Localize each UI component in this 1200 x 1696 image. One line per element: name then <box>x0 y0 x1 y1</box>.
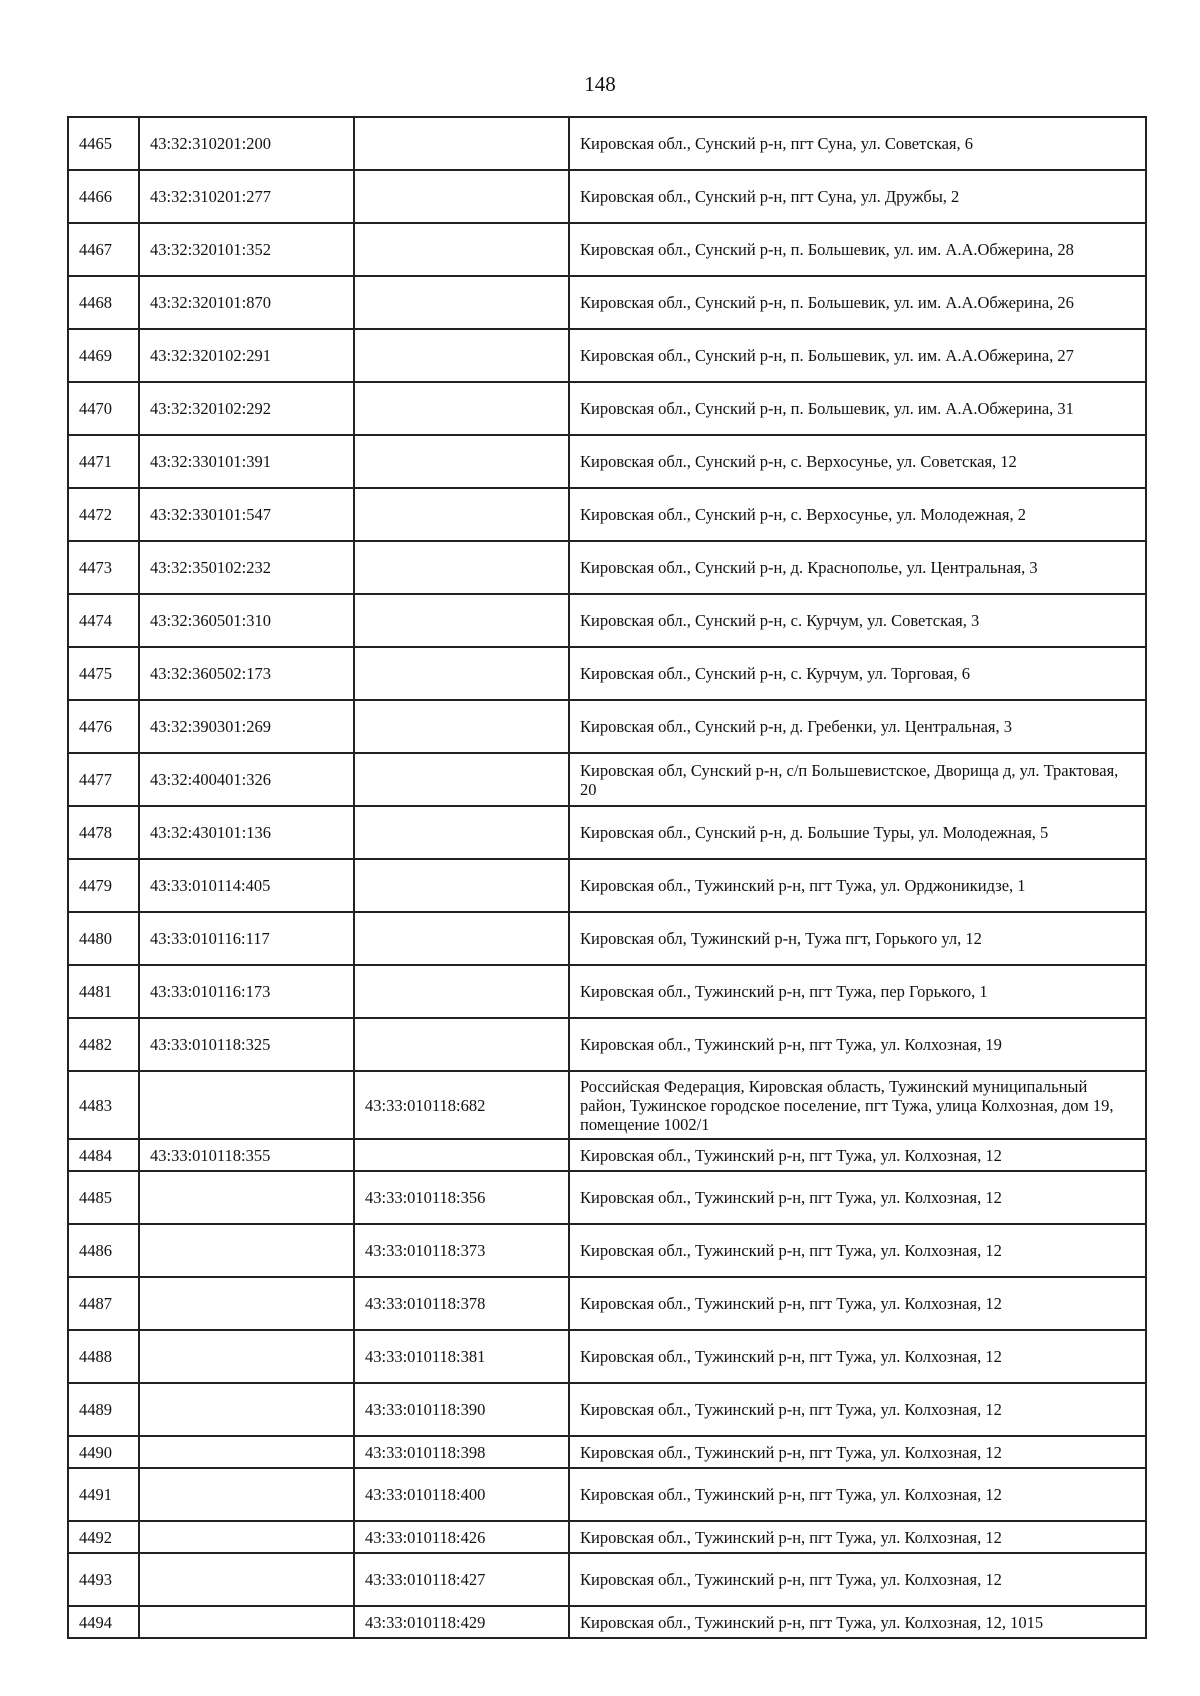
row-number: 4489 <box>68 1383 139 1436</box>
room-cadastral-number: 43:33:010118:682 <box>354 1071 569 1139</box>
room-cadastral-number <box>354 488 569 541</box>
address: Российская Федерация, Кировская область, Тужинский муниципальный район, Тужинское городское поселение, пгт Тужа, улица Колхозная, дом 19, помещение 1002/1 <box>569 1071 1146 1139</box>
room-cadastral-number: 43:33:010118:400 <box>354 1468 569 1521</box>
row-number: 4484 <box>68 1139 139 1171</box>
address: Кировская обл., Сунский р-н, с. Курчум, ул. Торговая, 6 <box>569 647 1146 700</box>
row-number: 4480 <box>68 912 139 965</box>
address: Кировская обл., Тужинский р-н, пгт Тужа, ул. Колхозная, 12 <box>569 1224 1146 1277</box>
row-number: 4490 <box>68 1436 139 1468</box>
address: Кировская обл., Тужинский р-н, пгт Тужа, ул. Колхозная, 12 <box>569 1330 1146 1383</box>
address: Кировская обл., Тужинский р-н, пгт Тужа, ул. Колхозная, 12, 1015 <box>569 1606 1146 1638</box>
table-row <box>68 1521 1146 1553</box>
row-number: 4475 <box>68 647 139 700</box>
row-number: 4467 <box>68 223 139 276</box>
address: Кировская обл., Сунский р-н, с. Верхосунье, ул. Молодежная, 2 <box>569 488 1146 541</box>
room-cadastral-number: 43:33:010118:356 <box>354 1171 569 1224</box>
address: Кировская обл., Тужинский р-н, пгт Тужа, ул. Колхозная, 12 <box>569 1436 1146 1468</box>
row-number: 4486 <box>68 1224 139 1277</box>
row-number: 4483 <box>68 1071 139 1139</box>
cadastral-number: 43:32:330101:547 <box>139 488 354 541</box>
room-cadastral-number: 43:33:010118:398 <box>354 1436 569 1468</box>
cadastral-number: 43:32:360502:173 <box>139 647 354 700</box>
room-cadastral-number <box>354 1139 569 1171</box>
row-number: 4470 <box>68 382 139 435</box>
cadastral-number: 43:33:010114:405 <box>139 859 354 912</box>
cadastral-number <box>139 1606 354 1638</box>
address: Кировская обл., Сунский р-н, п. Большевик, ул. им. А.А.Обжерина, 28 <box>569 223 1146 276</box>
cadastral-number <box>139 1521 354 1553</box>
address: Кировская обл., Сунский р-н, д. Большие Туры, ул. Молодежная, 5 <box>569 806 1146 859</box>
cadastral-number: 43:33:010118:355 <box>139 1139 354 1171</box>
table-row <box>68 435 1146 488</box>
address: Кировская обл., Сунский р-н, п. Большевик, ул. им. А.А.Обжерина, 26 <box>569 276 1146 329</box>
table-row <box>68 700 1146 753</box>
cadastral-number: 43:32:350102:232 <box>139 541 354 594</box>
room-cadastral-number: 43:33:010118:429 <box>354 1606 569 1638</box>
row-number: 4466 <box>68 170 139 223</box>
registry-table <box>67 116 1147 1639</box>
room-cadastral-number <box>354 594 569 647</box>
cadastral-number <box>139 1224 354 1277</box>
table-row <box>68 1553 1146 1606</box>
table-row <box>68 912 1146 965</box>
address: Кировская обл., Сунский р-н, с. Верхосунье, ул. Советская, 12 <box>569 435 1146 488</box>
table-row <box>68 1436 1146 1468</box>
room-cadastral-number <box>354 170 569 223</box>
table-row <box>68 1171 1146 1224</box>
address: Кировская обл., Тужинский р-н, пгт Тужа, ул. Колхозная, 12 <box>569 1139 1146 1171</box>
room-cadastral-number <box>354 912 569 965</box>
address: Кировская обл., Сунский р-н, с. Курчум, ул. Советская, 3 <box>569 594 1146 647</box>
room-cadastral-number: 43:33:010118:390 <box>354 1383 569 1436</box>
cadastral-number <box>139 1330 354 1383</box>
address: Кировская обл., Тужинский р-н, пгт Тужа, ул. Колхозная, 12 <box>569 1468 1146 1521</box>
cadastral-number: 43:33:010118:325 <box>139 1018 354 1071</box>
table-row <box>68 965 1146 1018</box>
address: Кировская обл., Тужинский р-н, пгт Тужа, ул. Колхозная, 12 <box>569 1277 1146 1330</box>
row-number: 4473 <box>68 541 139 594</box>
cadastral-number: 43:32:430101:136 <box>139 806 354 859</box>
row-number: 4479 <box>68 859 139 912</box>
room-cadastral-number <box>354 541 569 594</box>
room-cadastral-number <box>354 117 569 170</box>
row-number: 4493 <box>68 1553 139 1606</box>
table-row <box>68 488 1146 541</box>
cadastral-number: 43:33:010116:173 <box>139 965 354 1018</box>
table-row <box>68 276 1146 329</box>
table-row <box>68 1383 1146 1436</box>
table-row <box>68 753 1146 806</box>
room-cadastral-number <box>354 753 569 806</box>
room-cadastral-number <box>354 435 569 488</box>
address: Кировская обл., Тужинский р-н, пгт Тужа, ул. Колхозная, 12 <box>569 1553 1146 1606</box>
table-row <box>68 117 1146 170</box>
row-number: 4482 <box>68 1018 139 1071</box>
row-number: 4472 <box>68 488 139 541</box>
cadastral-number: 43:32:390301:269 <box>139 700 354 753</box>
cadastral-number: 43:32:360501:310 <box>139 594 354 647</box>
room-cadastral-number <box>354 647 569 700</box>
table-row <box>68 1224 1146 1277</box>
table-row <box>68 1139 1146 1171</box>
address: Кировская обл., Тужинский р-н, пгт Тужа, ул. Колхозная, 12 <box>569 1171 1146 1224</box>
table-row <box>68 1018 1146 1071</box>
row-number: 4476 <box>68 700 139 753</box>
cadastral-number: 43:32:320101:870 <box>139 276 354 329</box>
table-row <box>68 594 1146 647</box>
table-row <box>68 647 1146 700</box>
cadastral-number: 43:32:320102:291 <box>139 329 354 382</box>
address: Кировская обл., Сунский р-н, д. Гребенки, ул. Центральная, 3 <box>569 700 1146 753</box>
cadastral-number: 43:32:310201:200 <box>139 117 354 170</box>
row-number: 4465 <box>68 117 139 170</box>
address: Кировская обл., Сунский р-н, п. Большевик, ул. им. А.А.Обжерина, 31 <box>569 382 1146 435</box>
row-number: 4469 <box>68 329 139 382</box>
room-cadastral-number <box>354 223 569 276</box>
address: Кировская обл., Сунский р-н, д. Краснополье, ул. Центральная, 3 <box>569 541 1146 594</box>
row-number: 4468 <box>68 276 139 329</box>
address: Кировская обл., Тужинский р-н, пгт Тужа, ул. Колхозная, 12 <box>569 1383 1146 1436</box>
room-cadastral-number <box>354 859 569 912</box>
table-row <box>68 1330 1146 1383</box>
row-number: 4488 <box>68 1330 139 1383</box>
address: Кировская обл., Тужинский р-н, пгт Тужа, пер Горького, 1 <box>569 965 1146 1018</box>
row-number: 4487 <box>68 1277 139 1330</box>
address: Кировская обл., Тужинский р-н, пгт Тужа, ул. Колхозная, 19 <box>569 1018 1146 1071</box>
room-cadastral-number: 43:33:010118:427 <box>354 1553 569 1606</box>
row-number: 4474 <box>68 594 139 647</box>
cadastral-number: 43:32:400401:326 <box>139 753 354 806</box>
table-row <box>68 1071 1146 1139</box>
room-cadastral-number <box>354 382 569 435</box>
room-cadastral-number: 43:33:010118:378 <box>354 1277 569 1330</box>
table-row <box>68 806 1146 859</box>
cadastral-number: 43:32:320102:292 <box>139 382 354 435</box>
row-number: 4477 <box>68 753 139 806</box>
room-cadastral-number <box>354 276 569 329</box>
table-row <box>68 1468 1146 1521</box>
row-number: 4492 <box>68 1521 139 1553</box>
address: Кировская обл., Сунский р-н, пгт Суна, ул. Дружбы, 2 <box>569 170 1146 223</box>
room-cadastral-number: 43:33:010118:373 <box>354 1224 569 1277</box>
cadastral-number <box>139 1383 354 1436</box>
row-number: 4485 <box>68 1171 139 1224</box>
row-number: 4471 <box>68 435 139 488</box>
row-number: 4494 <box>68 1606 139 1638</box>
address: Кировская обл, Тужинский р-н, Тужа пгт, Горького ул, 12 <box>569 912 1146 965</box>
cadastral-number: 43:32:330101:391 <box>139 435 354 488</box>
table-row <box>68 223 1146 276</box>
room-cadastral-number <box>354 965 569 1018</box>
room-cadastral-number <box>354 329 569 382</box>
address: Кировская обл., Сунский р-н, п. Большевик, ул. им. А.А.Обжерина, 27 <box>569 329 1146 382</box>
room-cadastral-number <box>354 700 569 753</box>
room-cadastral-number <box>354 806 569 859</box>
row-number: 4491 <box>68 1468 139 1521</box>
cadastral-number <box>139 1468 354 1521</box>
table-row <box>68 541 1146 594</box>
cadastral-number <box>139 1436 354 1468</box>
cadastral-number <box>139 1171 354 1224</box>
table-row <box>68 859 1146 912</box>
room-cadastral-number: 43:33:010118:381 <box>354 1330 569 1383</box>
table-row <box>68 1277 1146 1330</box>
address: Кировская обл., Тужинский р-н, пгт Тужа, ул. Орджоникидзе, 1 <box>569 859 1146 912</box>
cadastral-number <box>139 1553 354 1606</box>
row-number: 4481 <box>68 965 139 1018</box>
cadastral-number: 43:32:320101:352 <box>139 223 354 276</box>
address: Кировская обл, Сунский р-н, с/п Большевистское, Дворища д, ул. Трактовая, 20 <box>569 753 1146 806</box>
table-row <box>68 170 1146 223</box>
registry-table-body <box>68 117 1146 1638</box>
table-row <box>68 382 1146 435</box>
table-row <box>68 329 1146 382</box>
address: Кировская обл., Сунский р-н, пгт Суна, ул. Советская, 6 <box>569 117 1146 170</box>
cadastral-number <box>139 1277 354 1330</box>
page-number: 148 <box>584 72 616 96</box>
room-cadastral-number: 43:33:010118:426 <box>354 1521 569 1553</box>
cadastral-number <box>139 1071 354 1139</box>
room-cadastral-number <box>354 1018 569 1071</box>
table-row <box>68 1606 1146 1638</box>
cadastral-number: 43:33:010116:117 <box>139 912 354 965</box>
cadastral-number: 43:32:310201:277 <box>139 170 354 223</box>
row-number: 4478 <box>68 806 139 859</box>
address: Кировская обл., Тужинский р-н, пгт Тужа, ул. Колхозная, 12 <box>569 1521 1146 1553</box>
